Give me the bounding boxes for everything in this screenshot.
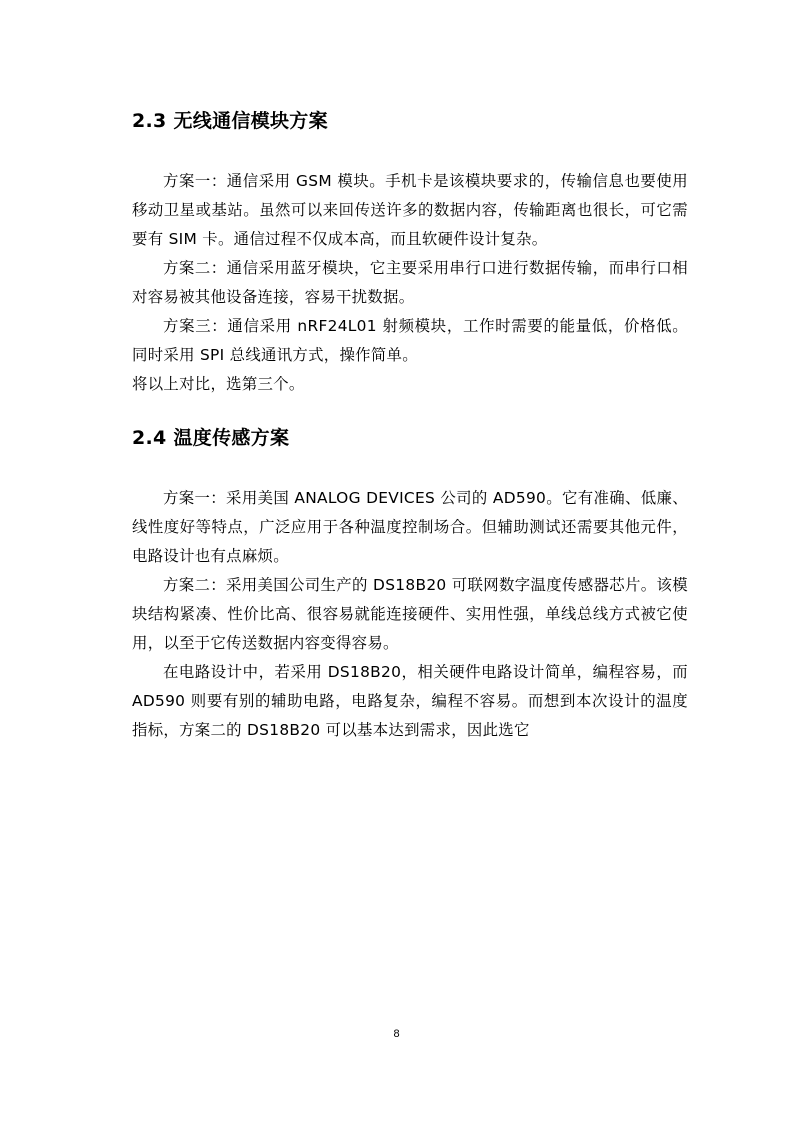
paragraph: 方案一：通信采用 GSM 模块。手机卡是该模块要求的，传输信息也要使用移动卫星或基站。虽然可以来回传送许多的数据内容，传输距离也很长，可它需要有 SIM 卡。通信过程不仅成本高，而且软硬件设计复杂。 xyxy=(132,172,688,248)
paragraph: 方案一：采用美国 ANALOG DEVICES 公司的 AD590。它有准确、低廉、线性度好等特点，广泛应用于各种温度控制场合。但辅助测试还需要其他元件，电路设计也有点麻烦。 xyxy=(132,489,688,565)
paragraph: 方案二：采用美国公司生产的 DS18B20 可联网数字温度传感器芯片。该模块结构紧凑、性价比高、很容易就能连接硬件、实用性强，单线总线方式被它使用，以至于它传送数据内容变得容易。 xyxy=(132,576,688,652)
paragraph: 方案三：通信采用 nRF24L01 射频模块，工作时需要的能量低，价格低。同时采用 SPI 总线通讯方式，操作简单。 xyxy=(132,317,688,364)
section-temperature-sensing xyxy=(132,423,688,745)
section-heading: 2.3 无线通信模块方案 xyxy=(132,110,328,132)
paragraph: 将以上对比，选第三个。 xyxy=(132,375,305,393)
page-number: 8 xyxy=(393,1028,400,1040)
section-wireless-module xyxy=(132,106,688,399)
paragraph: 在电路设计中，若采用 DS18B20，相关硬件电路设计简单，编程容易，而 AD590 则要有别的辅助电路，电路复杂，编程不容易。而想到本次设计的温度指标，方案二的 DS18B20 可以基本达到需求，因此选它 xyxy=(132,663,688,739)
section-heading: 2.4 温度传感方案 xyxy=(132,427,290,449)
paragraph: 方案二：通信采用蓝牙模块，它主要采用串行口进行数据传输，而串行口相对容易被其他设备连接，容易干扰数据。 xyxy=(132,259,688,306)
